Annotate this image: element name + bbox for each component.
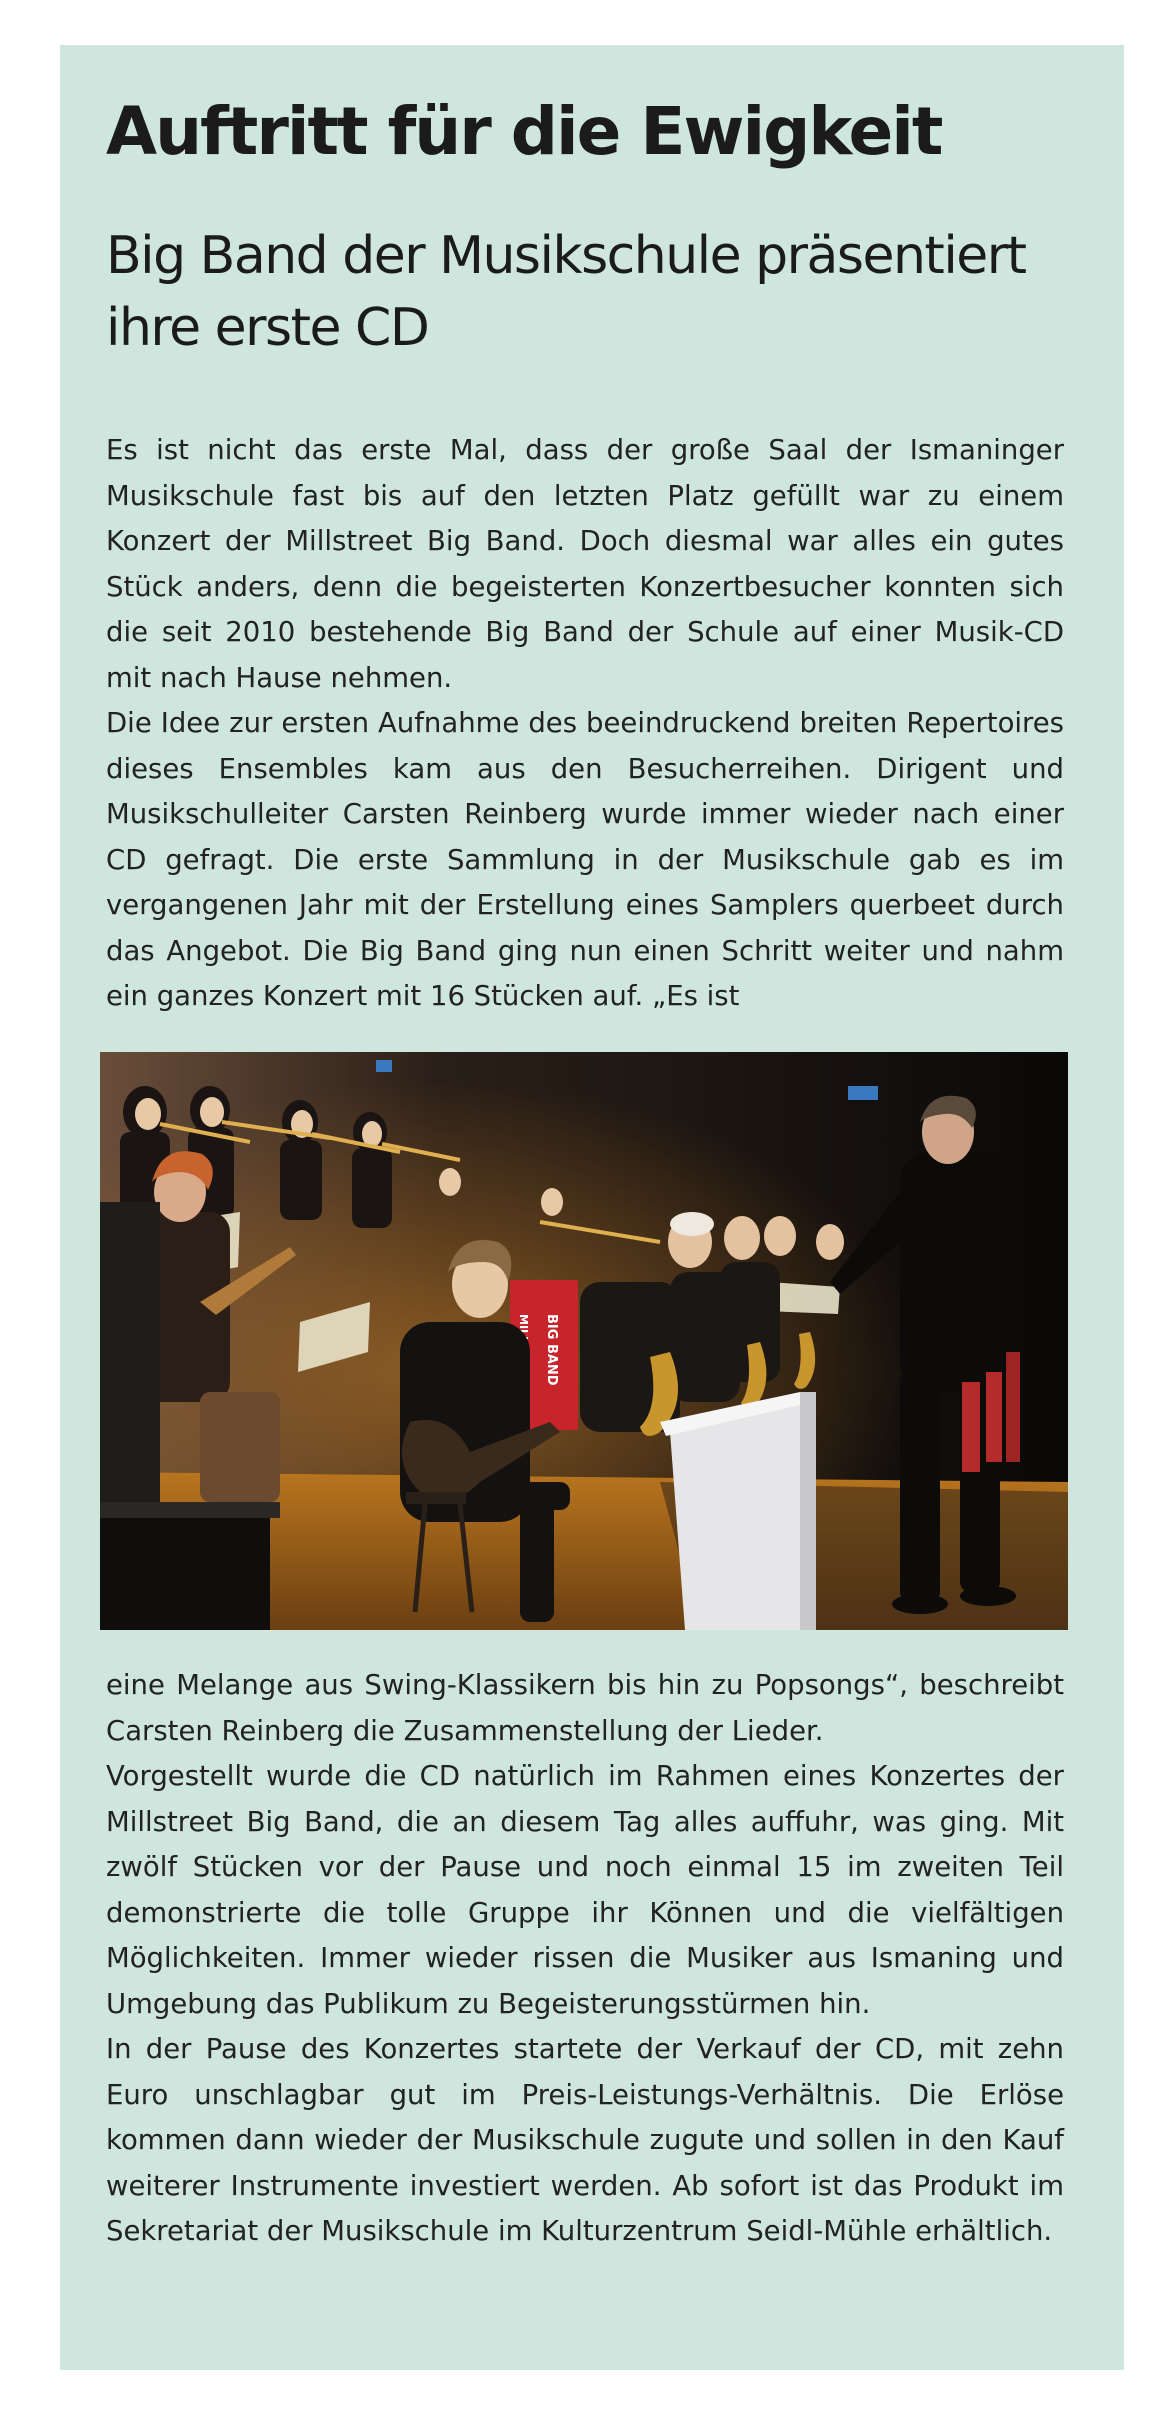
paragraph: Vorgestellt wurde die CD natürlich im Rahmen eines Konzertes der Millstreet Big Band, die an diesem Tag alles auffuhr, was ging. Mit zwölf Stücken vor der Pause und noch einmal 15 im zweiten Teil demonstrierte die tolle Gruppe ihr Können und die vielfältigen Möglichkeiten. Immer wieder rissen die Musiker aus Ismaning und Umgebung das Publikum zu Begeisterungsstürmen hin. <box>106 1760 1064 2020</box>
article-subtitle: Big Band der Musikschule präsentiert ihre erste CD <box>106 226 1026 358</box>
article-title: Auftritt für die Ewigkeit <box>106 93 942 170</box>
article-body-bottom <box>106 1663 1064 2255</box>
paragraph: Die Idee zur ersten Aufnahme des beeindruckend breiten Repertoires dieses Ensembles kam aus den Besucherreihen. Dirigent und Musikschulleiter Carsten Reinberg wurde immer wieder nach einer CD gefragt. Die erste Sammlung in der Musikschule gab es im vergangenen Jahr mit der Erstellung eines Samplers querbeet durch das Angebot. Die Big Band ging nun einen Schritt weiter und nahm ein ganzes Konzert mit 16 Stücken auf. „Es ist <box>106 707 1064 1012</box>
paragraph: eine Melange aus Swing-Klassikern bis hin zu Popsongs“, beschreibt Carsten Reinberg die Zusammenstellung der Lieder. <box>106 1669 1064 1747</box>
paragraph: In der Pause des Konzertes startete der Verkauf der CD, mit zehn Euro unschlagbar gut im Preis-Leistungs-Verhältnis. Die Erlöse kommen dann wieder der Musikschule zugute und sollen in den Kauf weiterer Instrumente investiert werden. Ab sofort ist das Produkt im Sekretariat der Musikschule im Kulturzentrum Seidl-Mühle erhältlich. <box>106 2033 1064 2247</box>
paragraph: Es ist nicht das erste Mal, dass der große Saal der Ismaninger Musikschule fast bis auf den letzten Platz gefüllt war zu einem Konzert der Millstreet Big Band. Doch diesmal war alles ein gutes Stück anders, denn die begeisterten Konzertbesucher konnten sich die seit 2010 bestehende Big Band der Schule auf einer Musik-CD mit nach Hause nehmen. <box>106 434 1064 694</box>
concert-photo <box>100 1052 1068 1630</box>
article-body-top <box>106 428 1064 1020</box>
banner-text-2: BIG BAND <box>544 1314 559 1386</box>
